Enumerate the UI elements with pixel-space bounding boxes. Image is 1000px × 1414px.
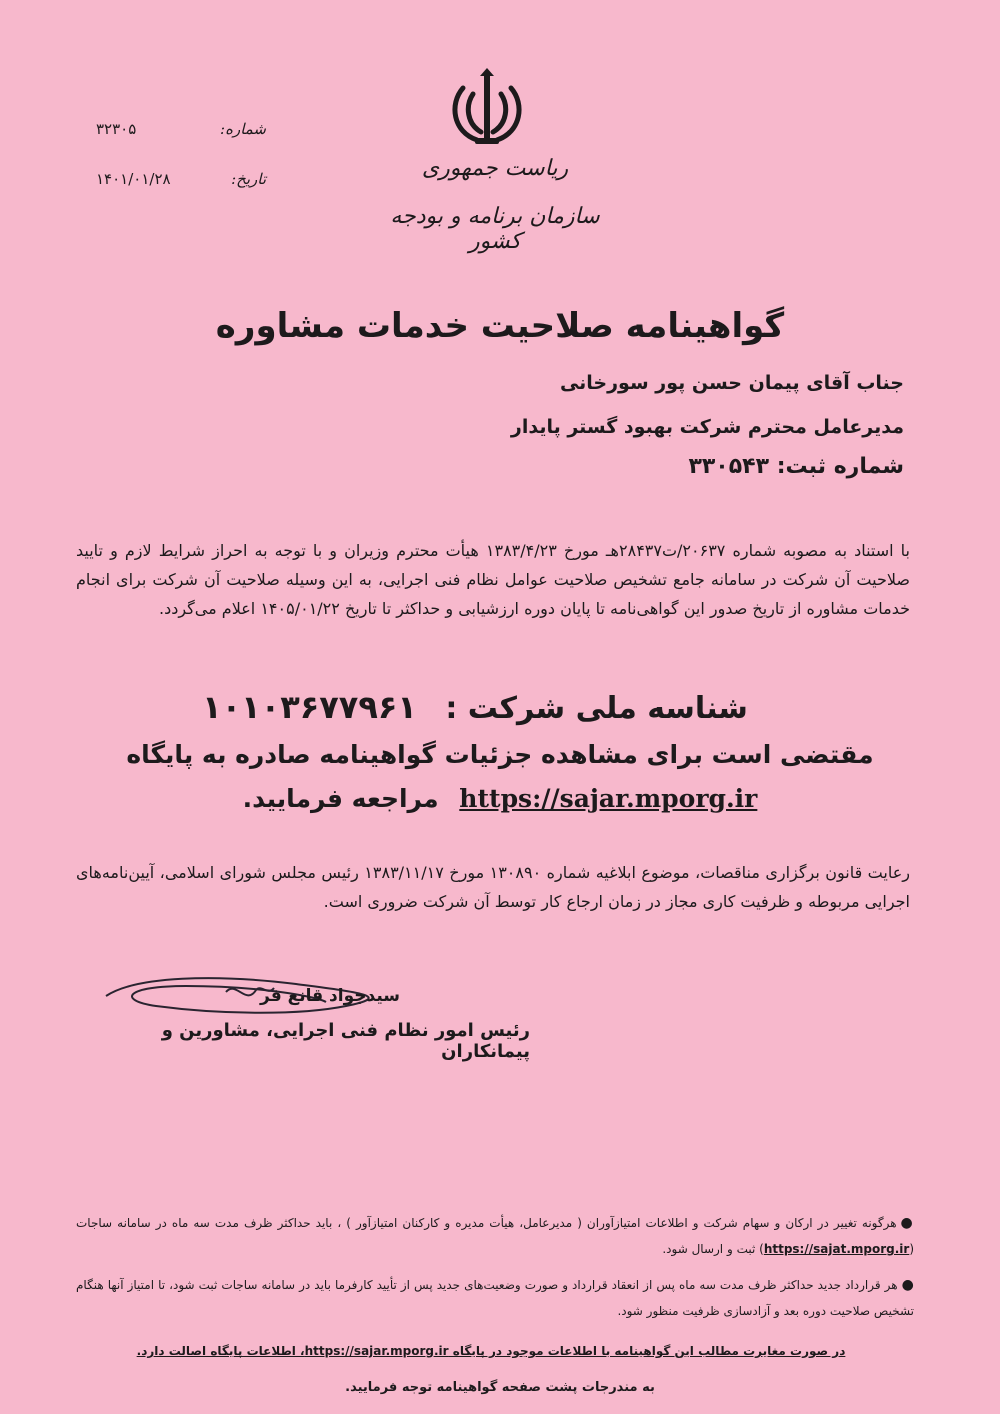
footer-back-note: به مندرجات پشت صفحه گواهینامه توجه فرمایید. [345,1380,655,1395]
national-id-value: ۱۰۱۰۳۶۷۷۹۶۱ [202,688,417,726]
bullet-item-2 [76,1272,914,1324]
letter-date-value: ۱۴۰۱/۰۱/۲۸ [96,170,171,188]
law-paragraph: رعایت قانون برگزاری مناقصات، موضوع ابلاغیه شماره ۱۳۰۸۹۰ مورخ ۱۳۸۳/۱۱/۱۷ رئیس مجلس شورای اسلامی، آیین‌نامه‌های اجرایی مربوطه و ظرفیت کاری مجاز در زمان ارجاع کار توسط آن شرکت ضروری است. [76,863,910,911]
registration-number [304,454,904,479]
letter-number-value: ۳۲۳۰۵ [96,120,137,138]
bullet-item-1 [76,1210,914,1262]
letter-date [96,170,266,188]
registration-label: شماره ثبت: [776,454,904,479]
bullet-dot: ● [900,1215,914,1231]
certificate-title: گواهینامه صلاحیت خدمات مشاوره [215,306,785,346]
bullet-2-text: هر قرارداد جدید حداکثر ظرف مدت سه ماه پس از انعقاد قرارداد و صورت وضعیت‌های جدید پس از تأیید کارفرما باید در سامانه ساجات ثبت شود، تا امتیاز آنها هنگام تشخیص صلاحیت دوره بعد و آزادسازی ظرفیت منظور شود. [76,1278,914,1318]
signatory-name: سیدجواد قانع فر [260,986,400,1006]
iran-emblem-icon [445,66,529,150]
national-id-label: شناسه ملی شرکت : [445,691,748,726]
letter-number [96,120,266,138]
letter-date-label: تاریخ: [231,170,266,188]
signatory-title: رئیس امور نظام فنی اجرایی، مشاورین و پیمانکاران [161,1020,530,1062]
org-line-presidency: ریاست جمهوری [421,156,569,181]
registration-value: ۳۳۰۵۴۳ [688,454,770,479]
footer-authenticity-note: در صورت مغایرت مطالب این گواهینامه با اطلاعات موجود در پایگاه https://sajar.mporg.ir، اطلاعات پایگاه اصالت دارد. [136,1344,846,1358]
body-paragraph: با استناد به مصوبه شماره ۲۰۶۳۷/ت۲۸۴۳۷هـ مورخ ۱۳۸۳/۴/۲۳ هیأت محترم وزیران و با توجه به احراز شرایط لازم و تایید صلاحیت آن شرکت در سامانه جامع تشخیص صلاحیت عوامل نظام فنی اجرایی، به این وسیله صلاحیت آن شرکت برای انجام خدمات مشاوره از تاریخ صدور این گواهی‌نامه تا پایان دوره ارزشیابی و حداکثر تا تاریخ ۱۴۰۵/۰۱/۲۲ اعلام می‌گردد. [76,541,911,618]
org-line-planning-org: سازمان برنامه و بودجه کشور [390,204,600,254]
bullet-1-text-after: ) ثبت و ارسال شود. [662,1242,764,1256]
letter-number-label: شماره: [220,120,266,138]
recipient-name: جناب آقای پیمان حسن پور سورخانی [559,372,904,394]
notice-line2 [200,784,800,813]
notice-line1: مقتضی است برای مشاهده جزئیات گواهینامه صادره به پایگاه [126,740,874,769]
sajat-link[interactable]: https://sajat.mporg.ir [763,1242,910,1256]
recipient-position: مدیرعامل محترم شرکت بهبود گستر پایدار [510,416,904,438]
sajar-link[interactable]: https://sajar.mporg.ir [459,784,758,813]
bullet-dot: ● [901,1277,914,1293]
bullet-1-text: هرگونه تغییر در ارکان و سهام شرکت و اطلاعات امتیازآوران ( مدیرعامل، هیأت مدیره و کارکنان امتیازآور ) ، باید حداکثر ظرف مدت سه ماه در سامانه ساجات ( [76,1216,914,1256]
notice-suffix: مراجعه فرمایید. [242,784,439,813]
national-id [150,688,800,726]
